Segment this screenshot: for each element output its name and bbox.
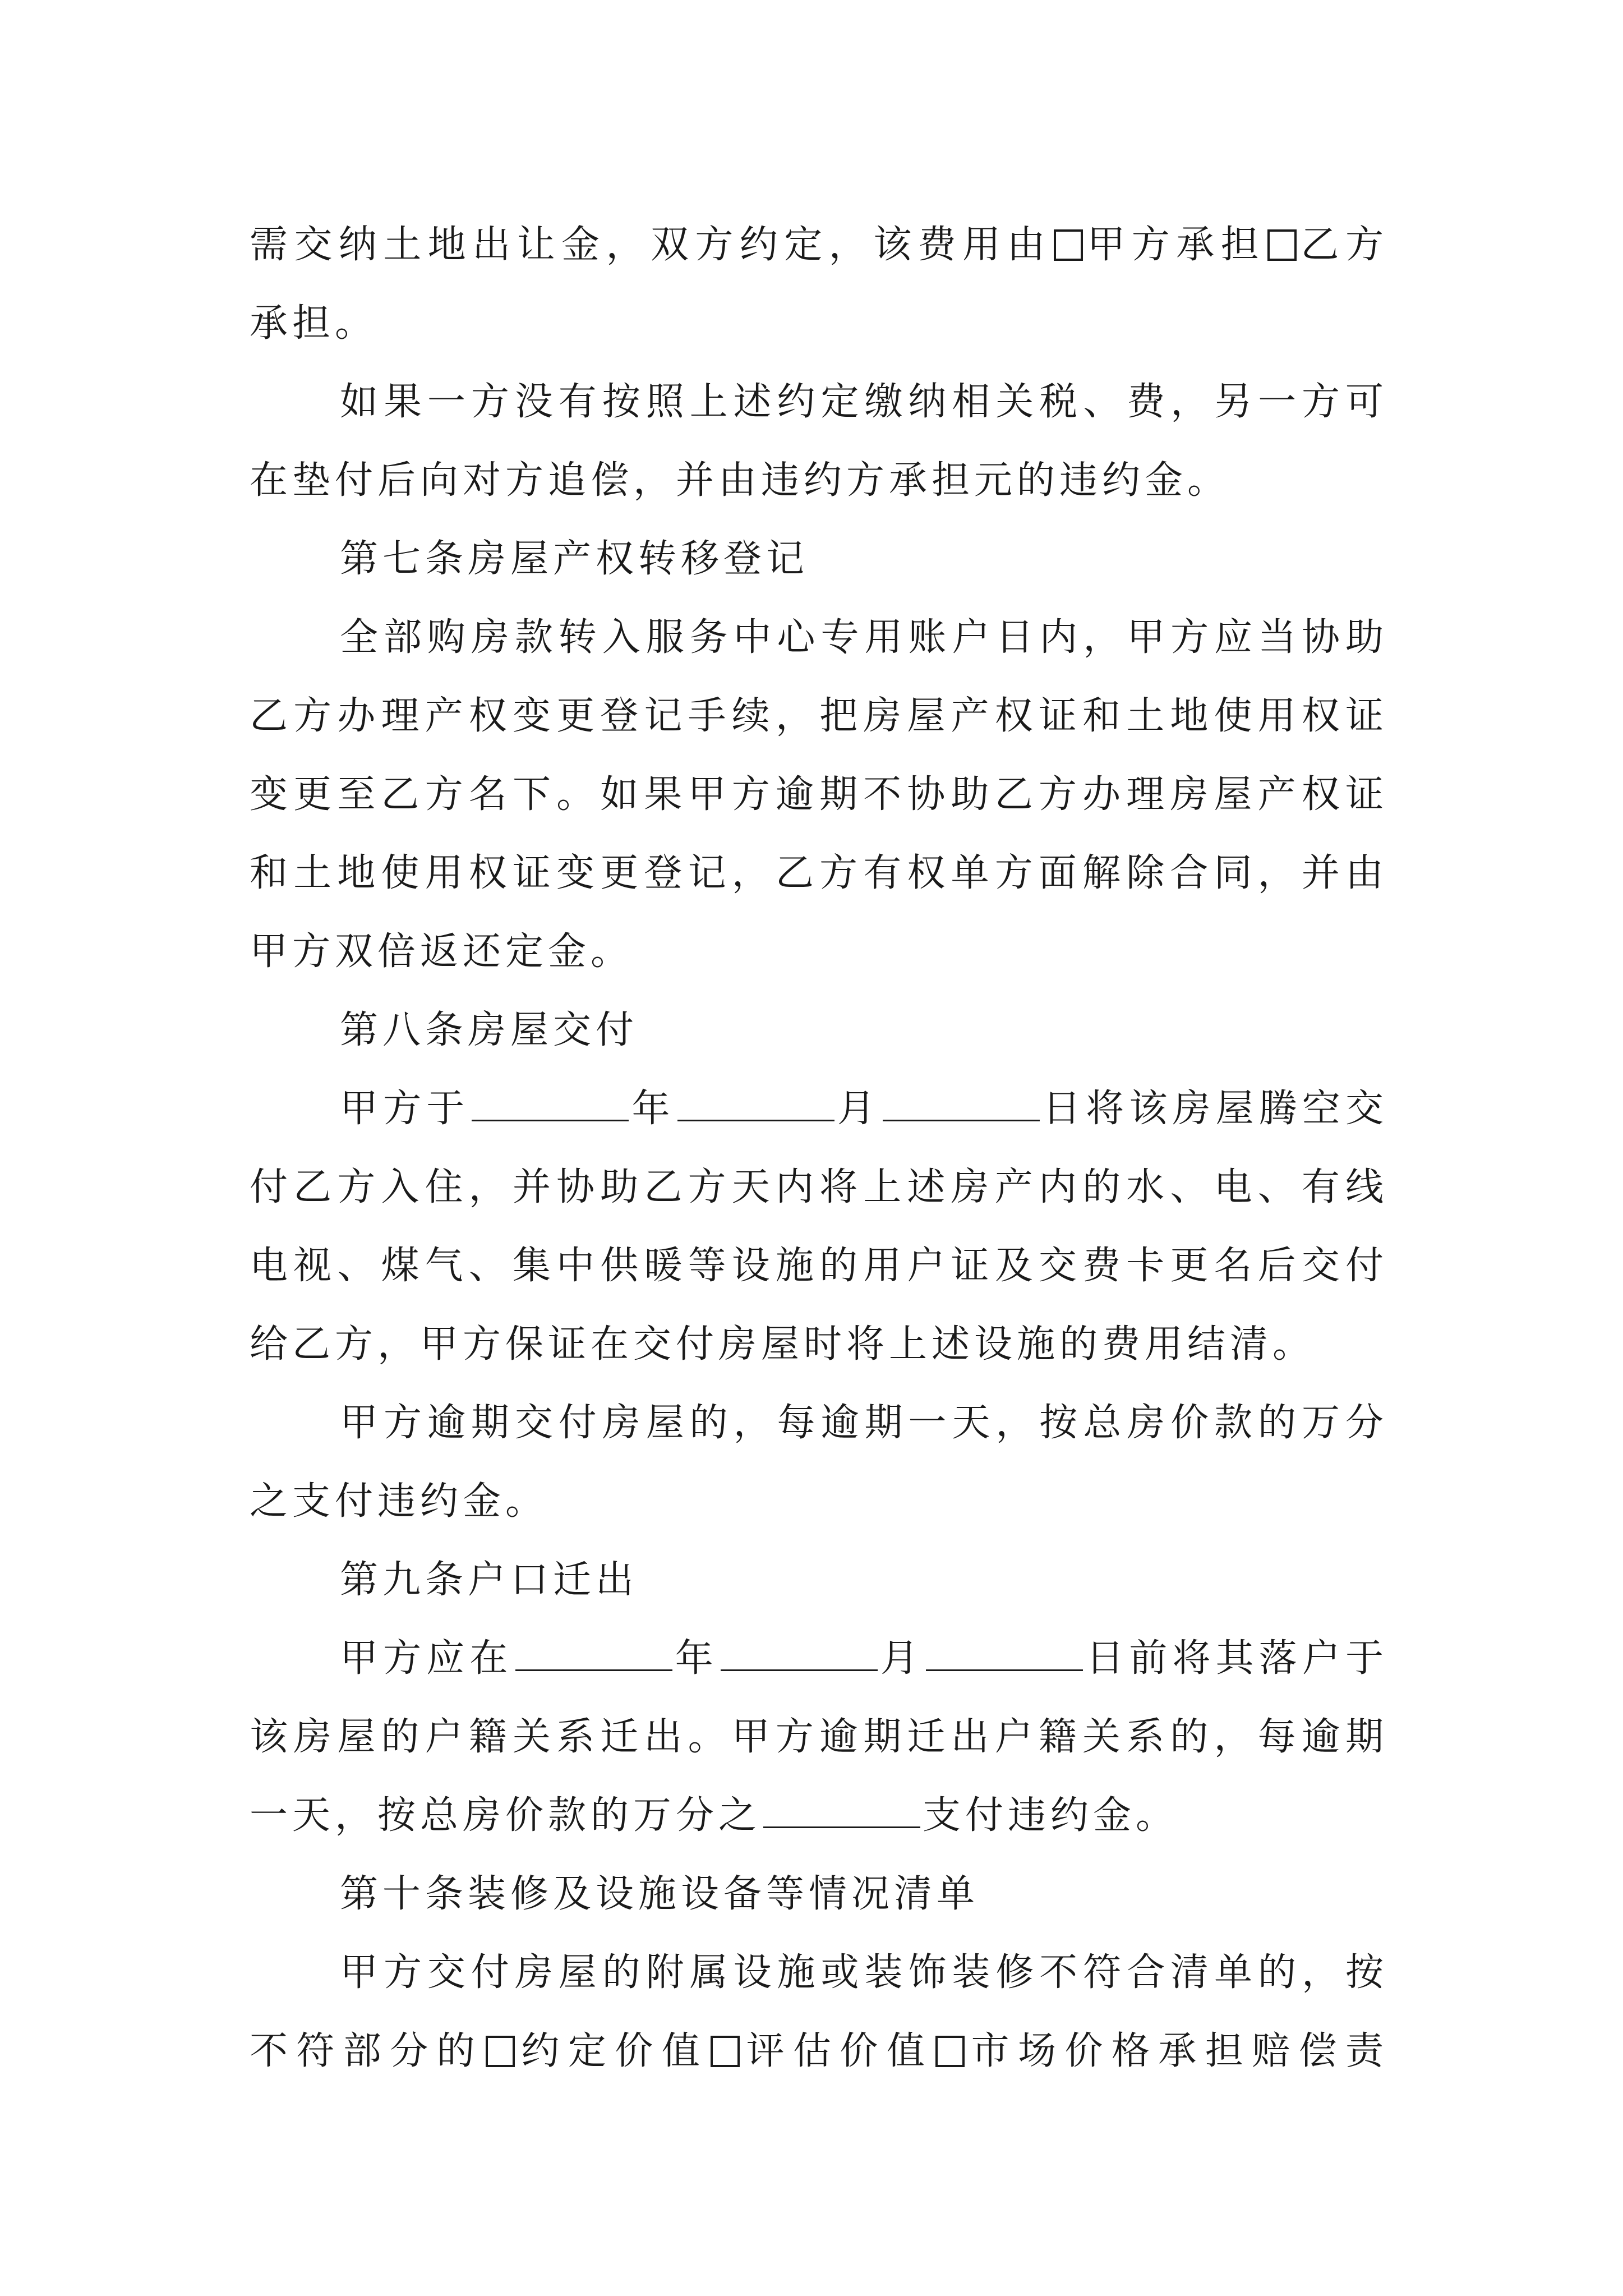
paragraph-line: 电视、煤气、集中供暖等设施的用户证及交费卡更名后交付 xyxy=(250,1244,1388,1288)
checkbox-assessed-value[interactable] xyxy=(711,2036,740,2067)
paragraph-line: 全部购房款转入服务中心专用账户日内，甲方应当协助 xyxy=(340,615,1388,660)
blank-field-ratio[interactable] xyxy=(763,1794,920,1828)
paragraph-line xyxy=(340,1619,1388,1698)
paragraph-line: 甲方双倍返还定金。 xyxy=(250,930,634,974)
text-run: 年 xyxy=(674,1636,718,1681)
paragraph-line: 在垫付后向对方追偿，并由违约方承担元的违约金。 xyxy=(250,458,1230,503)
checkbox-party-a[interactable] xyxy=(1054,229,1083,261)
text-run: 月 xyxy=(879,1636,924,1681)
text-run: 支付违约金。 xyxy=(923,1793,1179,1838)
text-run: 甲方应在 xyxy=(340,1636,513,1681)
text-run: 一天，按总房价款的万分之 xyxy=(250,1793,762,1838)
paragraph-line xyxy=(340,1070,1388,1148)
checkbox-market-price[interactable] xyxy=(935,2036,965,2067)
blank-field-day[interactable] xyxy=(926,1637,1083,1671)
text-run: 需交纳土地出让金，双方约定，该费用由 xyxy=(250,223,1052,267)
paragraph-line xyxy=(250,2012,1388,2091)
section-heading-10: 第十条装修及设施设备等情况清单 xyxy=(340,1872,980,1916)
paragraph-line: 如果一方没有按照上述约定缴纳相关税、费，另一方可 xyxy=(340,380,1388,424)
blank-field-month[interactable] xyxy=(677,1087,834,1121)
paragraph-line: 该房屋的户籍关系迁出。甲方逾期迁出户籍关系的，每逾期 xyxy=(250,1715,1388,1759)
paragraph-line: 甲方逾期交付房屋的，每逾期一天，按总房价款的万分 xyxy=(340,1401,1388,1445)
blank-field-year[interactable] xyxy=(515,1637,672,1671)
paragraph-line: 变更至乙方名下。如果甲方逾期不协助乙方办理房屋产权证 xyxy=(250,772,1388,817)
paragraph-line: 付乙方入住，并协助乙方天内将上述房产内的水、电、有线 xyxy=(250,1165,1388,1209)
text-run: 日前将其落户于 xyxy=(1085,1636,1388,1681)
blank-field-month[interactable] xyxy=(721,1637,878,1671)
paragraph-line: 承担。 xyxy=(250,301,378,346)
paragraph-line: 和土地使用权证变更登记，乙方有权单方面解除合同，并由 xyxy=(250,851,1388,895)
blank-field-year[interactable] xyxy=(472,1087,629,1121)
paragraph-line: 给乙方，甲方保证在交付房屋时将上述设施的费用结清。 xyxy=(250,1322,1316,1366)
text-run: 甲方于 xyxy=(340,1087,470,1131)
blank-field-day[interactable] xyxy=(883,1087,1040,1121)
paragraph-line xyxy=(250,206,1388,284)
checkbox-party-b[interactable] xyxy=(1267,229,1297,261)
section-heading-7: 第七条房屋产权转移登记 xyxy=(340,537,809,581)
section-heading-9: 第九条户口迁出 xyxy=(340,1558,639,1602)
text-run: 约定价值 xyxy=(517,2029,709,2073)
text-run: 月 xyxy=(836,1087,880,1131)
text-run: 评估价值 xyxy=(742,2029,934,2073)
text-run: 年 xyxy=(631,1087,675,1131)
text-run: 日将该房屋腾空交 xyxy=(1041,1087,1388,1131)
text-run: 市场价格承担赔偿责 xyxy=(967,2029,1388,2073)
text-run: 不符部分的 xyxy=(250,2029,484,2073)
paragraph-line xyxy=(250,1777,1388,1855)
text-run: 甲方承担 xyxy=(1085,223,1266,267)
section-heading-8: 第八条房屋交付 xyxy=(340,1008,639,1052)
paragraph-line: 甲方交付房屋的附属设施或装饰装修不符合清单的，按 xyxy=(340,1950,1388,1995)
checkbox-agreed-value[interactable] xyxy=(486,2036,515,2067)
text-run: 乙方 xyxy=(1299,223,1388,267)
paragraph-line: 乙方办理产权变更登记手续，把房屋产权证和土地使用权证 xyxy=(250,694,1388,738)
paragraph-line: 之支付违约金。 xyxy=(250,1479,548,1524)
